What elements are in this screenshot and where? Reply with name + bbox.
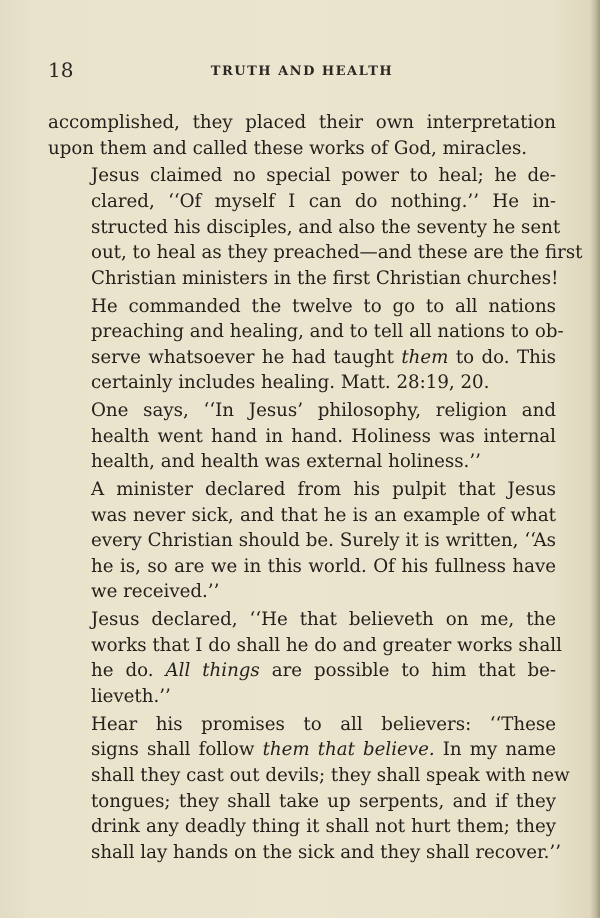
text-line: shall they cast out devils; they shall speak with new — [91, 764, 570, 786]
paragraph-6 — [48, 607, 562, 709]
paragraph-5 — [48, 477, 556, 605]
paragraph-7 — [48, 712, 570, 866]
text-line: upon them and called these works of God, miracles. — [48, 137, 528, 159]
text-line: was never sick, and that he is an example of what — [91, 504, 556, 526]
text-line — [48, 658, 556, 684]
text-line: Jesus claimed no special power to heal; he de- — [91, 165, 556, 187]
text-line: health went hand in hand. Holiness was internal — [91, 425, 556, 447]
text-line: health, and health was external holiness.’’ — [91, 451, 481, 473]
text-line: A minister declared from his pulpit that Jesus — [91, 479, 556, 501]
text-line: he is, so are we in this world. Of his fullness have — [91, 555, 556, 577]
text-line: tongues; they shall take up serpents, and if they — [91, 790, 556, 812]
paragraph-2 — [48, 163, 583, 291]
text-line — [48, 345, 556, 371]
text-segment: are possible to him that be- — [271, 660, 556, 682]
text-line — [48, 737, 556, 763]
text-line: shall lay hands on the sick and they shall recover.’’ — [91, 841, 561, 863]
text-line: every Christian should be. Surely it is written, ‘‘As — [91, 530, 556, 552]
text-segment: he do. — [91, 660, 154, 682]
text-line: preaching and healing, and to tell all nations to ob- — [91, 321, 564, 343]
paragraph-1 — [48, 110, 556, 161]
text-line: accomplished, they placed their own interpretation — [48, 112, 556, 133]
text-line: drink any deadly thing it shall not hurt them; they — [91, 816, 556, 838]
emphasis-text: them that believe. — [262, 739, 435, 761]
text-line: He commanded the twelve to go to all nations — [91, 295, 556, 317]
emphasis-text: All things — [165, 660, 260, 682]
paragraph-4 — [48, 398, 556, 475]
text-line: clared, ‘‘Of myself I can do nothing.’’ He in- — [91, 190, 556, 212]
emphasis-text: them — [401, 346, 449, 368]
text-line: certainly includes healing. Matt. 28:19, 20. — [91, 372, 490, 394]
running-head: TRUTH AND HEALTH — [210, 64, 394, 79]
text-line: structed his disciples, and also the seventy he sent — [91, 216, 561, 238]
page-header — [48, 58, 556, 88]
text-line: One says, ‘‘In Jesus’ philosophy, religion and — [91, 400, 556, 422]
text-segment: serve whatsoever he had taught — [91, 346, 394, 368]
body-text — [48, 110, 583, 868]
text-segment: signs shall follow — [91, 739, 255, 761]
page-edge-shadow — [590, 0, 600, 918]
text-line: works that I do shall he do and greater works shall — [91, 634, 562, 656]
text-line: Hear his promises to all believers: ‘‘These — [91, 713, 556, 735]
text-line: lieveth.’’ — [91, 686, 171, 707]
page-number: 18 — [48, 58, 74, 82]
paragraph-3 — [48, 294, 564, 396]
text-line: out, to heal as they preached—and these are the first — [91, 242, 583, 264]
text-line: we received.’’ — [91, 581, 220, 603]
text-line: Jesus declared, ‘‘He that believeth on me, the — [91, 609, 556, 631]
text-segment: to do. This — [455, 346, 556, 368]
text-segment: In my name — [442, 739, 556, 761]
text-line: Christian ministers in the first Christian churches! — [91, 267, 559, 289]
